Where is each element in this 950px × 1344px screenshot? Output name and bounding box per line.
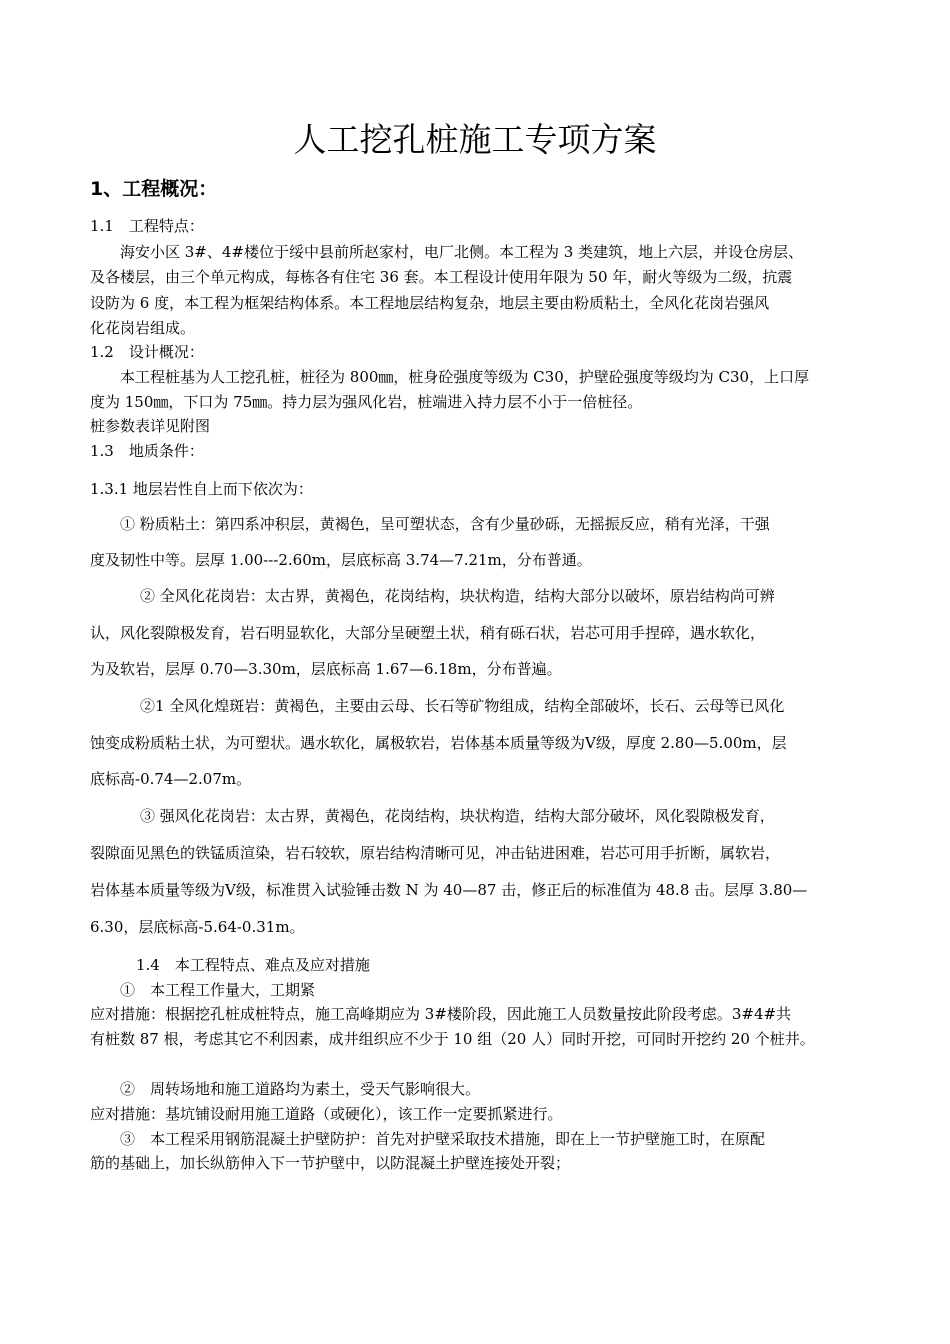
paragraph-line: 有桩数 87 根，考虑其它不利因素，成井组织应不少于 10 组（20 人）同时开挖，可同时开挖约 20 个桩井。 <box>90 1030 815 1048</box>
layer-paragraph-line: 6.30，层底标高-5.64-0.31m。 <box>90 918 305 936</box>
paragraph-line: 设防为 6 度，本工程为框架结构体系。本工程地层结构复杂，地层主要由粉质粘土，全风化花岗岩强风 <box>90 294 770 312</box>
layer-paragraph-line: ① 粉质粘土：第四系冲积层，黄褐色，呈可塑状态，含有少量砂砾，无摇振反应，稍有光泽，干强 <box>120 515 770 533</box>
subsection-heading-1-2: 1.2 设计概况： <box>90 343 204 361</box>
section-heading-1: 1、工程概况： <box>90 178 218 200</box>
paragraph-line: 海安小区 3#、4#楼位于绥中县前所赵家村，电厂北侧。本工程为 3 类建筑，地上六层，并设仓房层、 <box>120 243 804 261</box>
layer-paragraph-line: ②1 全风化煌斑岩：黄褐色，主要由云母、长石等矿物组成，结构全部破坏，长石、云母等已风化 <box>140 697 785 715</box>
paragraph-line: 及各楼层，由三个单元构成，每栋各有住宅 36 套。本工程设计使用年限为 50 年，耐火等级为二级，抗震 <box>90 268 793 286</box>
list-item: ② 周转场地和施工道路均为素土，受天气影响很大。 <box>120 1080 481 1098</box>
subsection-heading-1-1: 1.1 工程特点： <box>90 217 204 235</box>
paragraph-line: 度为 150㎜，下口为 75㎜。持力层为强风化岩，桩端进入持力层不小于一倍桩径。 <box>90 393 643 411</box>
document-title: 人工挖孔桩施工专项方案 <box>293 120 657 159</box>
list-item: ③ 本工程采用钢筋混凝土护壁防护：首先对护壁采取技术措施，即在上一节护壁施工时，在原配 <box>120 1130 766 1148</box>
paragraph-line: 桩参数表详见附图 <box>90 417 211 435</box>
subsection-heading-1-3-1: 1.3.1 地层岩性自上而下依次为： <box>90 480 313 498</box>
subsection-heading-1-4: 1.4 本工程特点、难点及应对措施 <box>136 956 370 974</box>
layer-paragraph-line: 认，风化裂隙极发育，岩石明显软化，大部分呈硬塑土状，稍有砾石状，岩芯可用手捏碎，遇水软化， <box>90 624 766 642</box>
layer-paragraph-line: 底标高-0.74—2.07m。 <box>90 770 252 788</box>
layer-paragraph-line: 蚀变成粉质粘土状，为可塑状。遇水软化，属极软岩，岩体基本质量等级为Ⅴ级，厚度 2.80—5.00m，层 <box>90 734 787 752</box>
layer-paragraph-line: ② 全风化花岗岩：太古界，黄褐色，花岗结构，块状构造，结构大部分以破坏，原岩结构尚可辨 <box>140 587 775 605</box>
paragraph-line: 应对措施：根据挖孔桩成桩特点，施工高峰期应为 3#楼阶段，因此施工人员数量按此阶段考虑。3#4#共 <box>90 1005 792 1023</box>
paragraph-line: 本工程桩基为人工挖孔桩，桩径为 800㎜，桩身砼强度等级为 C30，护壁砼强度等级均为 C30，上口厚 <box>120 368 810 386</box>
layer-paragraph-line: ③ 强风化花岗岩：太古界，黄褐色，花岗结构，块状构造，结构大部分破坏，风化裂隙极发育， <box>140 807 775 825</box>
paragraph-line: 筋的基础上，加长纵筋伸入下一节护壁中，以防混凝土护壁连接处开裂； <box>90 1154 571 1172</box>
layer-paragraph-line: 为及软岩，层厚 0.70—3.30m，层底标高 1.67—6.18m，分布普遍。 <box>90 660 562 678</box>
paragraph-line: 应对措施：基坑铺设耐用施工道路（或硬化），该工作一定要抓紧进行。 <box>90 1105 563 1123</box>
layer-paragraph-line: 岩体基本质量等级为Ⅴ级，标准贯入试验锤击数 N 为 40—87 击，修正后的标准值为 48.8 击。层厚 3.80— <box>90 881 808 899</box>
layer-paragraph-line: 度及韧性中等。层厚 1.00---2.60m，层底标高 3.74—7.21m，分布普通。 <box>90 551 592 569</box>
list-item: ① 本工程工作量大，工期紧 <box>120 981 316 999</box>
paragraph-line: 化花岗岩组成。 <box>90 319 196 337</box>
subsection-heading-1-3: 1.3 地质条件： <box>90 442 204 460</box>
layer-paragraph-line: 裂隙面见黑色的铁锰质渲染，岩石较软，原岩结构清晰可见，冲击钻进困难，岩芯可用手折断，属软岩， <box>90 844 781 862</box>
